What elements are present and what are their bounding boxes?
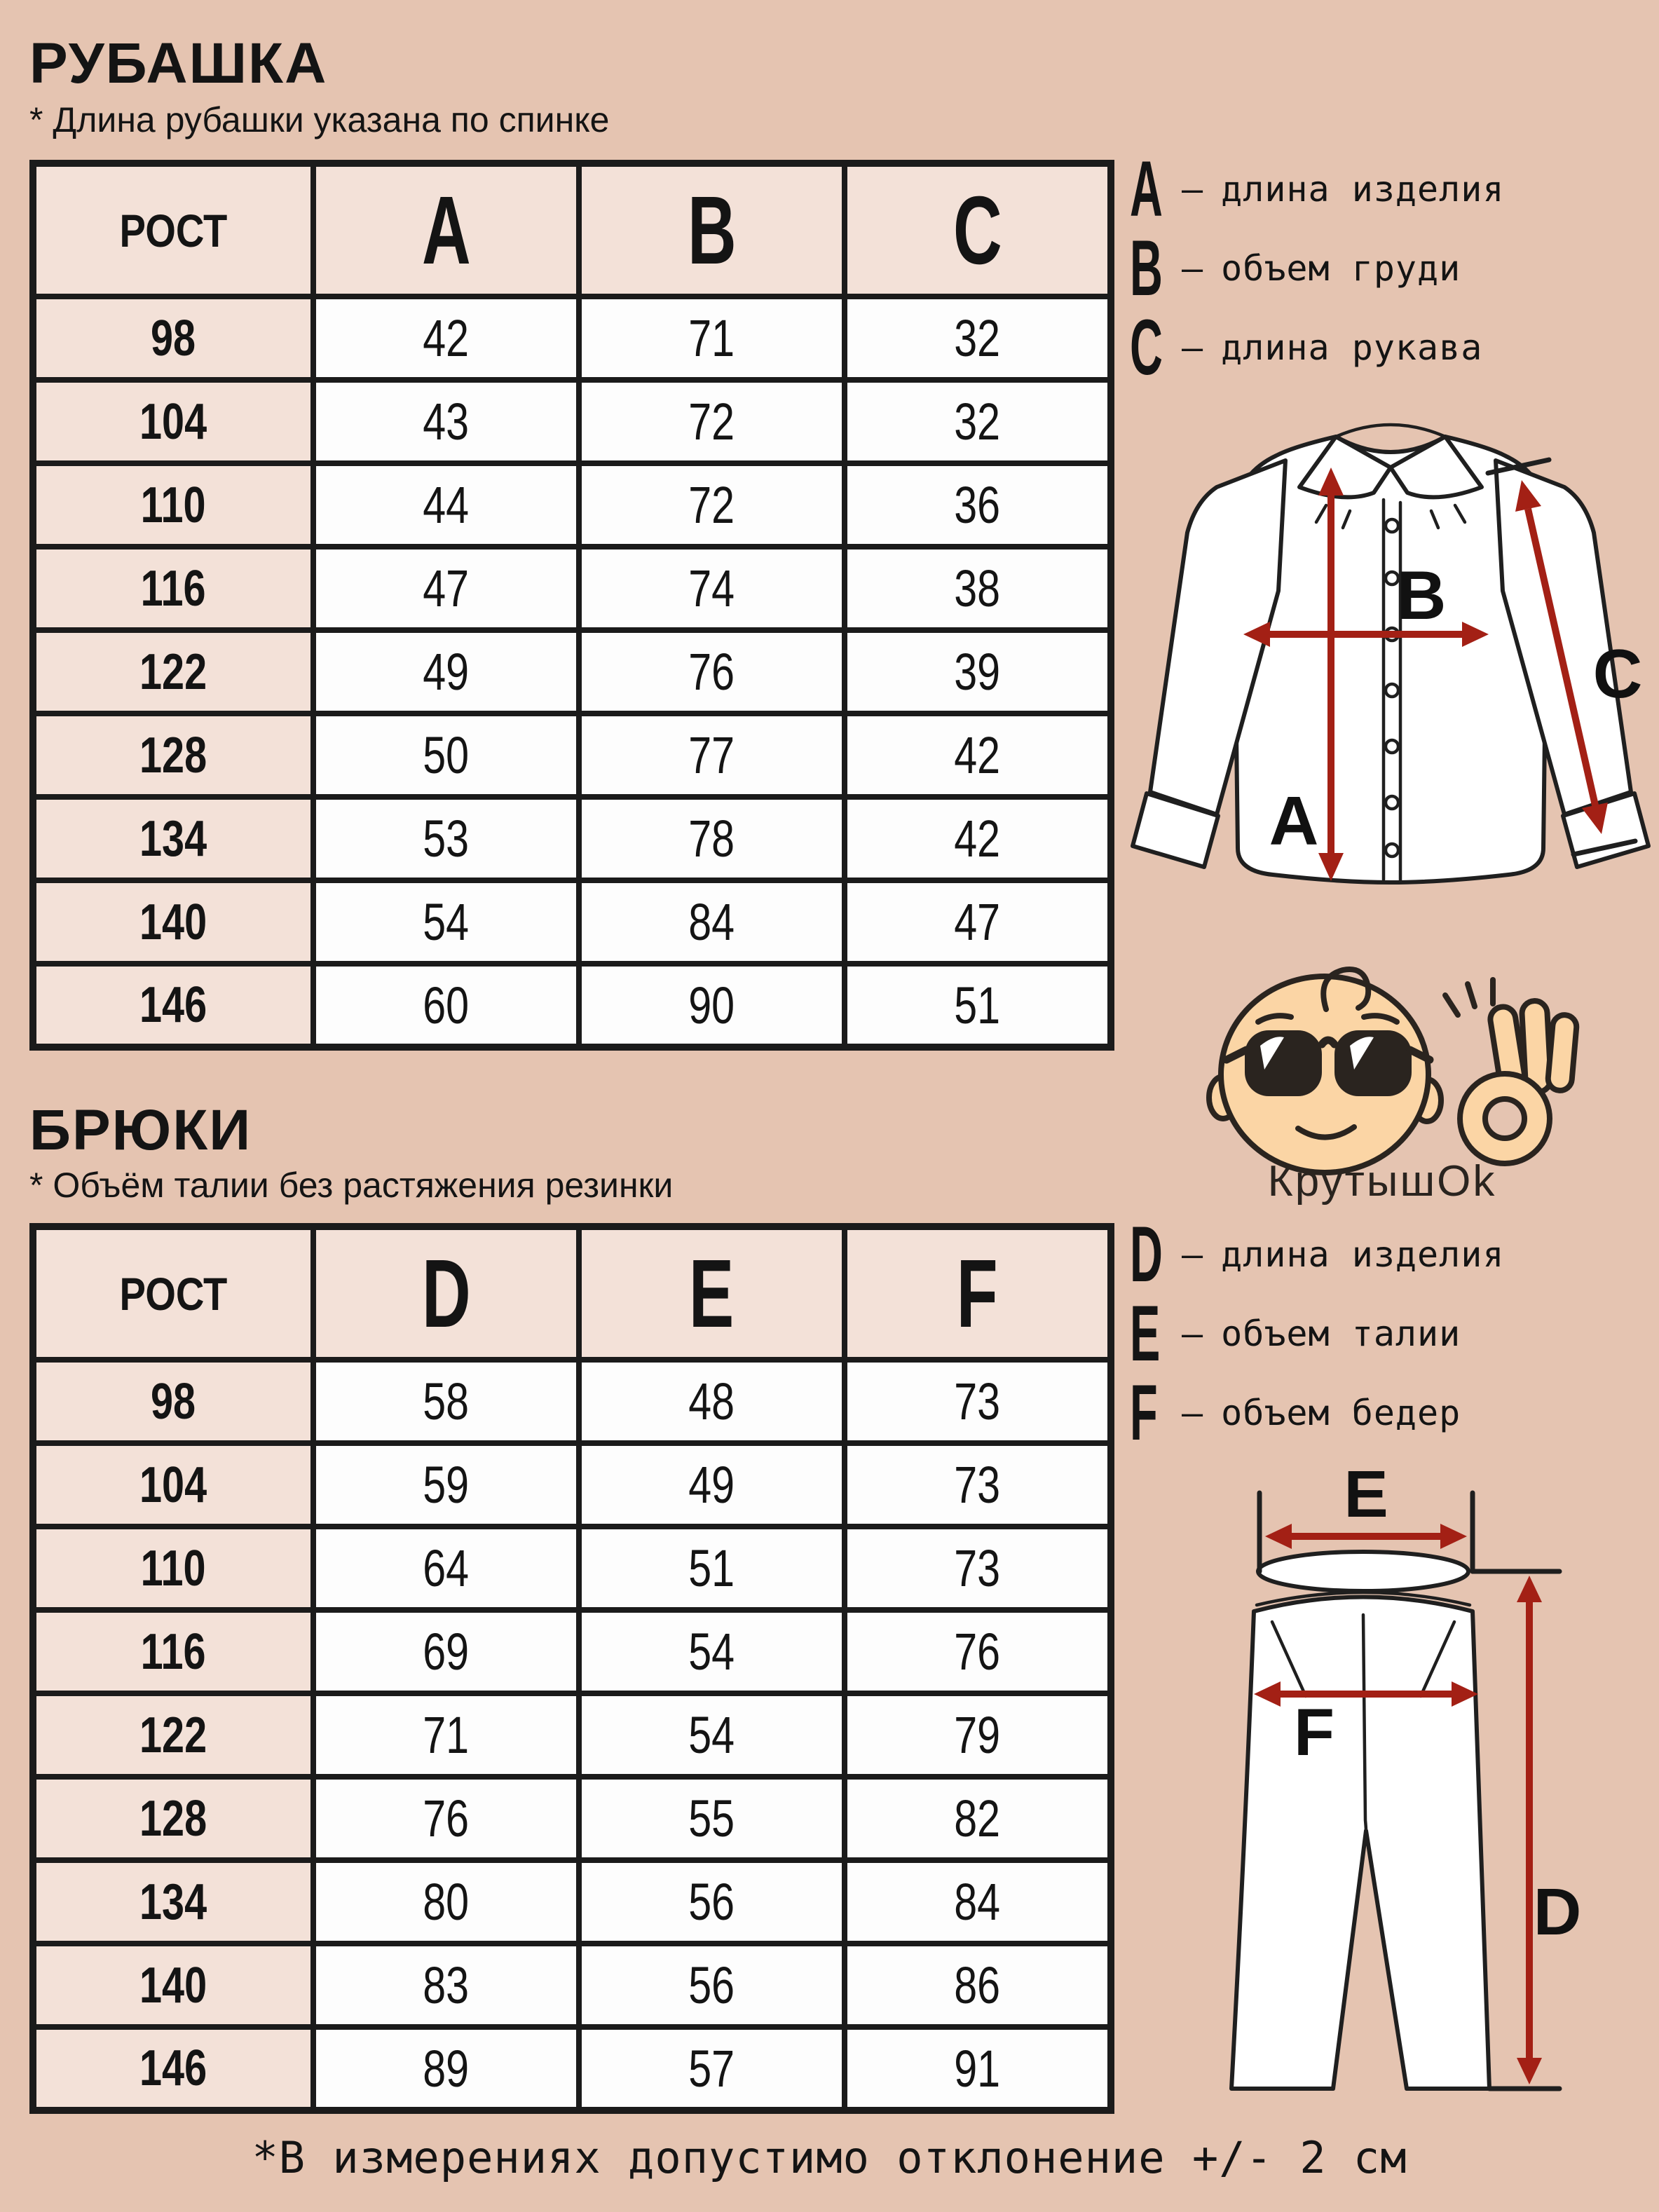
pants-col-f: F: [845, 1227, 1111, 1360]
height-cell: 116: [33, 1610, 313, 1693]
ok-hand-icon: [1445, 980, 1578, 1163]
legend-dash: –: [1182, 1392, 1203, 1433]
shirt-col-a: A: [313, 163, 579, 296]
measure-cell: 54: [313, 880, 579, 964]
pants-measurement-diagram: [1175, 1438, 1659, 2139]
measure-cell: 43: [313, 380, 579, 463]
tolerance-note: *В измерениях допустимо отклонение +/- 2 см: [252, 2132, 1407, 2183]
measure-cell: 32: [845, 380, 1111, 463]
legend-letter-a: A: [1130, 144, 1163, 233]
measure-cell: 49: [313, 630, 579, 714]
measure-cell: 77: [579, 714, 845, 797]
height-cell: 122: [33, 630, 313, 714]
height-cell: 122: [33, 1693, 313, 1777]
height-cell: 110: [33, 1527, 313, 1610]
table-row: [33, 1443, 1111, 1527]
legend-item-e: [1130, 1289, 1654, 1377]
height-cell: 140: [33, 1944, 313, 2027]
measure-cell: 90: [579, 964, 845, 1047]
height-cell: 134: [33, 797, 313, 880]
measure-cell: 73: [845, 1527, 1111, 1610]
pants-col-rost: РОСТ: [33, 1227, 313, 1360]
measure-cell: 47: [313, 547, 579, 630]
measure-cell: 42: [845, 797, 1111, 880]
measure-cell: 56: [579, 1944, 845, 2027]
table-row: [33, 1693, 1111, 1777]
pants-table-header-row: [33, 1227, 1111, 1360]
measure-cell: 84: [579, 880, 845, 964]
pants-legend: [1130, 1210, 1654, 1456]
table-row: [33, 1860, 1111, 1944]
measure-cell: 83: [313, 1944, 579, 2027]
pants-diagram-label-f: F: [1293, 1695, 1335, 1770]
measure-cell: 89: [313, 2027, 579, 2110]
legend-label-a: длина изделия: [1221, 168, 1505, 210]
measure-cell: 76: [579, 630, 845, 714]
measure-cell: 38: [845, 547, 1111, 630]
measure-cell: 44: [313, 463, 579, 547]
shirt-section-note: * Длина рубашки указана по спинке: [29, 100, 610, 139]
measure-cell: 73: [845, 1443, 1111, 1527]
legend-letter-f: F: [1130, 1368, 1158, 1456]
measure-cell: 71: [313, 1693, 579, 1777]
table-row: [33, 2027, 1111, 2110]
legend-label-e: объем талии: [1221, 1313, 1461, 1354]
brand-logo-text: КрутышОk: [1267, 1157, 1497, 1206]
measure-cell: 72: [579, 380, 845, 463]
measure-cell: 51: [845, 964, 1111, 1047]
legend-item-d: [1130, 1210, 1654, 1298]
measure-cell: 58: [313, 1360, 579, 1443]
pants-col-e: E: [579, 1227, 845, 1360]
measure-cell: 51: [579, 1527, 845, 1610]
measure-cell: 80: [313, 1860, 579, 1944]
table-row: [33, 714, 1111, 797]
legend-dash: –: [1182, 168, 1203, 210]
measure-cell: 49: [579, 1443, 845, 1527]
table-row: [33, 1944, 1111, 2027]
table-row: [33, 1527, 1111, 1610]
table-row: [33, 296, 1111, 380]
measure-cell: 76: [845, 1610, 1111, 1693]
baby-face-icon: [1209, 969, 1441, 1173]
pants-section-note: * Объём талии без растяжения резинки: [29, 1166, 674, 1205]
height-cell: 134: [33, 1860, 313, 1944]
table-row: [33, 1360, 1111, 1443]
shirt-legend: [1130, 144, 1654, 391]
shirt-diagram-label-a: A: [1269, 782, 1319, 859]
measure-cell: 73: [845, 1360, 1111, 1443]
measure-cell: 54: [579, 1693, 845, 1777]
height-cell: 146: [33, 2027, 313, 2110]
measure-cell: 78: [579, 797, 845, 880]
measure-cell: 57: [579, 2027, 845, 2110]
measure-cell: 76: [313, 1777, 579, 1860]
shirt-col-c: C: [845, 163, 1111, 296]
legend-dash: –: [1182, 1234, 1203, 1275]
legend-dash: –: [1182, 1313, 1203, 1354]
measure-cell: 86: [845, 1944, 1111, 2027]
measure-cell: 64: [313, 1527, 579, 1610]
legend-label-c: длина рукава: [1221, 327, 1483, 368]
measure-cell: 50: [313, 714, 579, 797]
measure-cell: 36: [845, 463, 1111, 547]
height-cell: 104: [33, 1443, 313, 1527]
table-row: [33, 1610, 1111, 1693]
measure-cell: 42: [313, 296, 579, 380]
measure-cell: 69: [313, 1610, 579, 1693]
measure-cell: 56: [579, 1860, 845, 1944]
height-cell: 128: [33, 1777, 313, 1860]
height-cell: 146: [33, 964, 313, 1047]
table-row: [33, 1777, 1111, 1860]
height-cell: 98: [33, 1360, 313, 1443]
shirt-diagram-label-c: C: [1592, 635, 1643, 712]
measure-cell: 71: [579, 296, 845, 380]
legend-letter-d: D: [1130, 1210, 1163, 1298]
measure-cell: 53: [313, 797, 579, 880]
pants-section-title: БРЮКИ: [29, 1098, 252, 1162]
legend-dash: –: [1182, 247, 1203, 289]
pants-col-d: D: [313, 1227, 579, 1360]
pants-diagram-label-e: E: [1344, 1457, 1388, 1531]
legend-item-b: [1130, 224, 1654, 312]
table-row: [33, 547, 1111, 630]
height-cell: 110: [33, 463, 313, 547]
measure-cell: 74: [579, 547, 845, 630]
shirt-table-header-row: [33, 163, 1111, 296]
measure-cell: 47: [845, 880, 1111, 964]
legend-letter-b: B: [1130, 224, 1163, 312]
measure-cell: 79: [845, 1693, 1111, 1777]
shirt-section-title: РУБАШКА: [29, 32, 328, 95]
legend-letter-c: C: [1130, 303, 1163, 391]
measure-cell: 39: [845, 630, 1111, 714]
legend-letter-e: E: [1130, 1289, 1161, 1377]
measure-cell: 42: [845, 714, 1111, 797]
measure-cell: 59: [313, 1443, 579, 1527]
height-cell: 104: [33, 380, 313, 463]
table-row: [33, 797, 1111, 880]
measure-cell: 55: [579, 1777, 845, 1860]
legend-label-b: объем груди: [1221, 247, 1461, 289]
shirt-size-table: [29, 160, 1114, 1051]
legend-item-a: [1130, 144, 1654, 233]
pants-diagram-label-d: D: [1533, 1875, 1582, 1949]
brand-logo: [1192, 931, 1584, 1211]
measure-cell: 32: [845, 296, 1111, 380]
legend-item-c: [1130, 303, 1654, 391]
measure-cell: 72: [579, 463, 845, 547]
legend-dash: –: [1182, 327, 1203, 368]
measure-cell: 48: [579, 1360, 845, 1443]
pants-size-table: [29, 1223, 1114, 2114]
legend-label-f: объем бедер: [1221, 1392, 1461, 1433]
table-row: [33, 463, 1111, 547]
table-row: [33, 880, 1111, 964]
shirt-diagram-label-b: B: [1396, 557, 1447, 634]
legend-label-d: длина изделия: [1221, 1234, 1505, 1275]
measure-cell: 91: [845, 2027, 1111, 2110]
shirt-measurement-diagram: [1119, 382, 1659, 929]
height-cell: 116: [33, 547, 313, 630]
table-row: [33, 380, 1111, 463]
shirt-col-b: B: [579, 163, 845, 296]
shirt-col-rost: РОСТ: [33, 163, 313, 296]
table-row: [33, 630, 1111, 714]
height-cell: 128: [33, 714, 313, 797]
height-cell: 98: [33, 296, 313, 380]
measure-cell: 82: [845, 1777, 1111, 1860]
height-cell: 140: [33, 880, 313, 964]
measure-cell: 84: [845, 1860, 1111, 1944]
measure-cell: 60: [313, 964, 579, 1047]
table-row: [33, 964, 1111, 1047]
measure-cell: 54: [579, 1610, 845, 1693]
